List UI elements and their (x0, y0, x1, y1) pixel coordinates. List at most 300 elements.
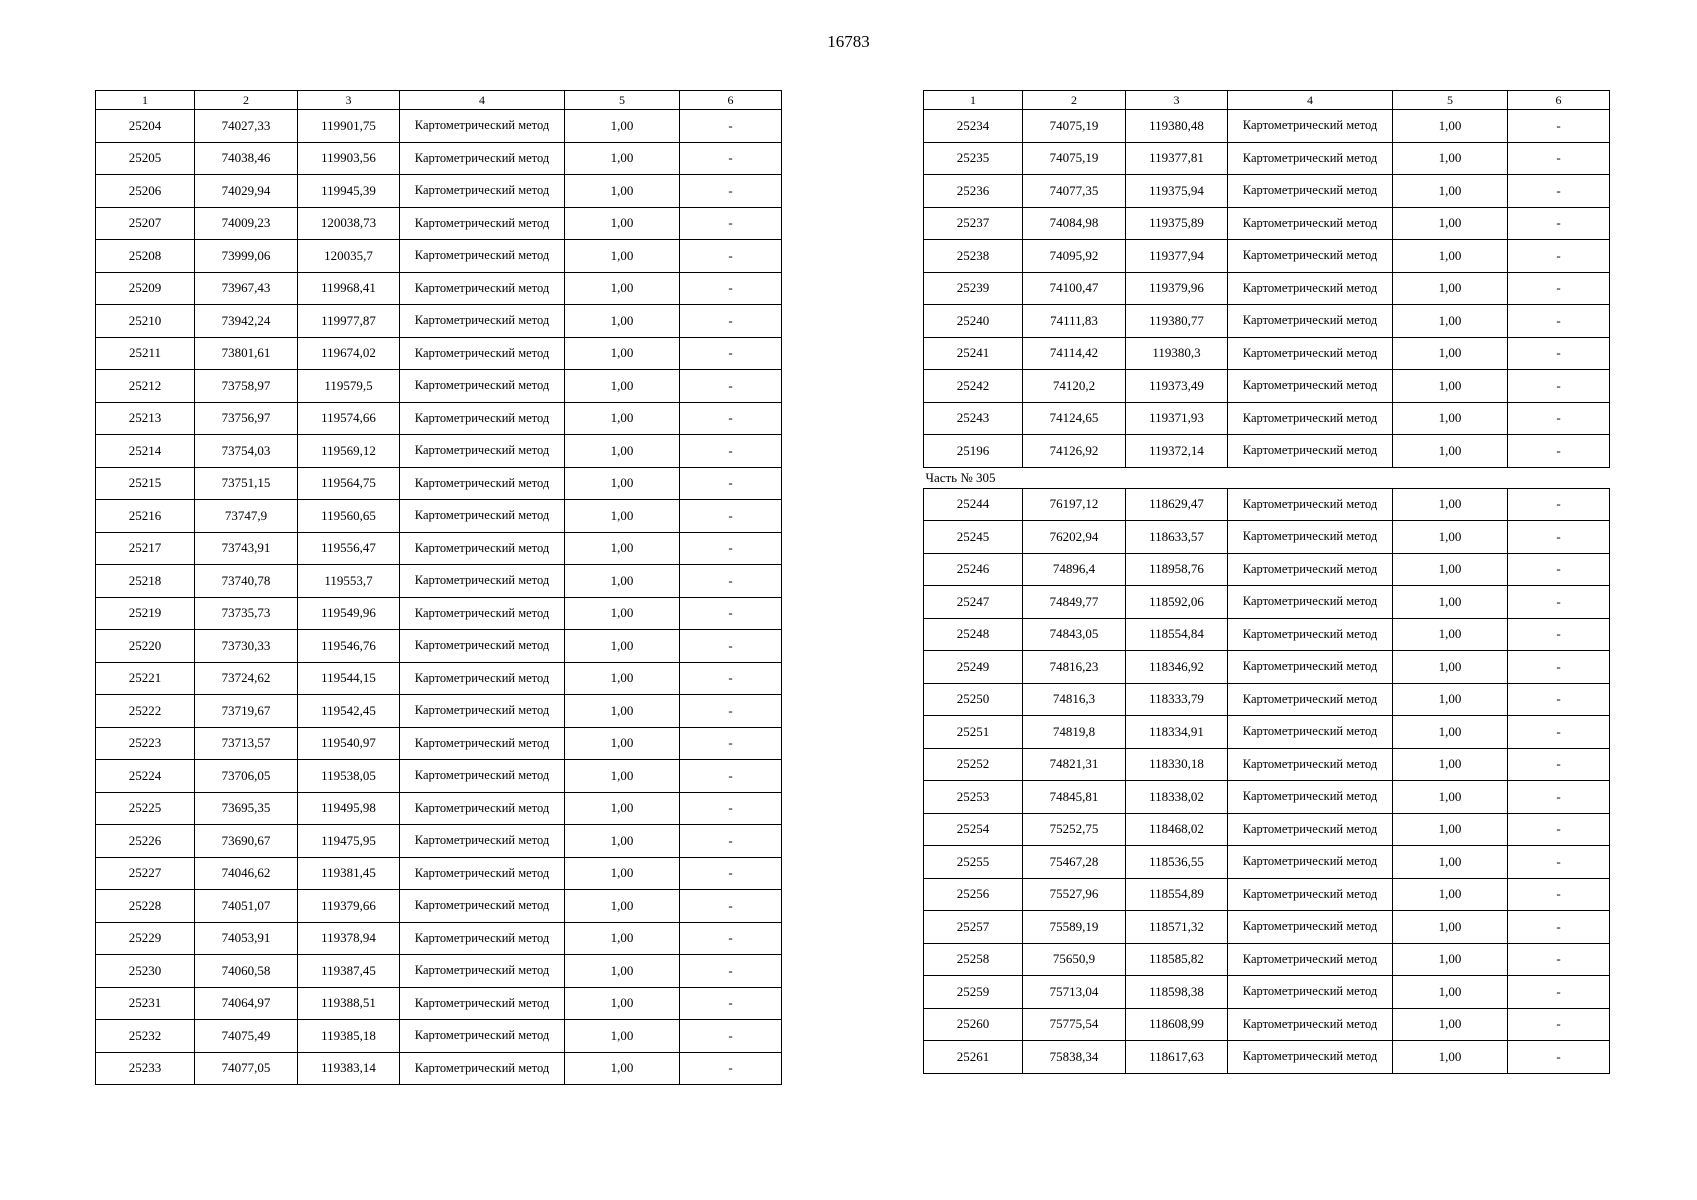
y-coordinate-cell: 118598,38 (1126, 976, 1228, 1009)
accuracy-cell: 1,00 (1393, 435, 1508, 468)
point-number-cell: 25238 (924, 240, 1023, 273)
y-coordinate-cell: 119375,89 (1126, 207, 1228, 240)
point-number-cell: 25232 (96, 1020, 195, 1053)
description-cell: - (680, 272, 782, 305)
description-cell: - (680, 1052, 782, 1085)
description-cell: - (680, 110, 782, 143)
point-number-cell: 25259 (924, 976, 1023, 1009)
description-cell: - (680, 597, 782, 630)
accuracy-cell: 1,00 (1393, 683, 1508, 716)
point-number-cell: 25241 (924, 337, 1023, 370)
method-cell: Картометрический метод (1228, 943, 1393, 976)
x-coordinate-cell: 74077,35 (1023, 175, 1126, 208)
x-coordinate-cell: 74075,19 (1023, 110, 1126, 143)
description-cell: - (680, 1020, 782, 1053)
method-cell: Картометрический метод (1228, 911, 1393, 944)
table-body (924, 488, 1610, 1073)
table-row (96, 825, 782, 858)
y-coordinate-cell: 119968,41 (298, 272, 400, 305)
accuracy-cell: 1,00 (1393, 272, 1508, 305)
table-row (924, 240, 1610, 273)
table-body (924, 110, 1610, 468)
description-cell: - (680, 175, 782, 208)
x-coordinate-cell: 76202,94 (1023, 521, 1126, 554)
method-cell: Картометрический метод (1228, 175, 1393, 208)
column-header: 5 (1393, 91, 1508, 110)
accuracy-cell: 1,00 (565, 565, 680, 598)
point-number-cell: 25250 (924, 683, 1023, 716)
y-coordinate-cell: 119569,12 (298, 435, 400, 468)
description-cell: - (680, 630, 782, 663)
description-cell: - (680, 532, 782, 565)
description-cell: - (1508, 651, 1610, 684)
y-coordinate-cell: 119379,96 (1126, 272, 1228, 305)
table-row (96, 402, 782, 435)
x-coordinate-cell: 74120,2 (1023, 370, 1126, 403)
point-number-cell: 25224 (96, 760, 195, 793)
method-cell: Картометрический метод (400, 175, 565, 208)
accuracy-cell: 1,00 (1393, 878, 1508, 911)
point-number-cell: 25258 (924, 943, 1023, 976)
accuracy-cell: 1,00 (1393, 305, 1508, 338)
table-row (924, 813, 1610, 846)
point-number-cell: 25231 (96, 987, 195, 1020)
point-number-cell: 25247 (924, 586, 1023, 619)
table-row (924, 272, 1610, 305)
y-coordinate-cell: 119564,75 (298, 467, 400, 500)
point-number-cell: 25243 (924, 402, 1023, 435)
section-row (924, 467, 1610, 488)
accuracy-cell: 1,00 (1393, 716, 1508, 749)
accuracy-cell: 1,00 (1393, 175, 1508, 208)
accuracy-cell: 1,00 (1393, 911, 1508, 944)
accuracy-cell: 1,00 (565, 955, 680, 988)
description-cell: - (680, 207, 782, 240)
description-cell: - (680, 792, 782, 825)
point-number-cell: 25212 (96, 370, 195, 403)
column-header: 6 (1508, 91, 1610, 110)
description-cell: - (1508, 813, 1610, 846)
description-cell: - (680, 500, 782, 533)
y-coordinate-cell: 118330,18 (1126, 748, 1228, 781)
point-number-cell: 25256 (924, 878, 1023, 911)
description-cell: - (1508, 142, 1610, 175)
method-cell: Картометрический метод (1228, 976, 1393, 1009)
accuracy-cell: 1,00 (565, 240, 680, 273)
point-number-cell: 25244 (924, 488, 1023, 521)
y-coordinate-cell: 120035,7 (298, 240, 400, 273)
table-row (96, 272, 782, 305)
table-row (924, 402, 1610, 435)
y-coordinate-cell: 118608,99 (1126, 1008, 1228, 1041)
table-row (924, 370, 1610, 403)
table-row (96, 630, 782, 663)
table-row (924, 337, 1610, 370)
y-coordinate-cell: 119381,45 (298, 857, 400, 890)
x-coordinate-cell: 73740,78 (195, 565, 298, 598)
table-row (924, 305, 1610, 338)
point-number-cell: 25255 (924, 846, 1023, 879)
y-coordinate-cell: 119388,51 (298, 987, 400, 1020)
point-number-cell: 25213 (96, 402, 195, 435)
method-cell: Картометрический метод (400, 532, 565, 565)
description-cell: - (1508, 370, 1610, 403)
method-cell: Картометрический метод (1228, 781, 1393, 814)
point-number-cell: 25228 (96, 890, 195, 923)
accuracy-cell: 1,00 (565, 1052, 680, 1085)
point-number-cell: 25226 (96, 825, 195, 858)
y-coordinate-cell: 119540,97 (298, 727, 400, 760)
method-cell: Картометрический метод (1228, 402, 1393, 435)
table-row (96, 142, 782, 175)
accuracy-cell: 1,00 (565, 142, 680, 175)
method-cell: Картометрический метод (1228, 586, 1393, 619)
table-row (924, 586, 1610, 619)
table-row (924, 781, 1610, 814)
description-cell: - (680, 435, 782, 468)
method-cell: Картометрический метод (1228, 846, 1393, 879)
column-header: 4 (400, 91, 565, 110)
x-coordinate-cell: 74046,62 (195, 857, 298, 890)
x-coordinate-cell: 74100,47 (1023, 272, 1126, 305)
x-coordinate-cell: 73695,35 (195, 792, 298, 825)
point-number-cell: 25246 (924, 553, 1023, 586)
description-cell: - (680, 337, 782, 370)
x-coordinate-cell: 73713,57 (195, 727, 298, 760)
accuracy-cell: 1,00 (565, 532, 680, 565)
method-cell: Картометрический метод (400, 630, 565, 663)
table-row (924, 911, 1610, 944)
description-cell: - (1508, 402, 1610, 435)
table-row (96, 695, 782, 728)
point-number-cell: 25235 (924, 142, 1023, 175)
x-coordinate-cell: 75838,34 (1023, 1041, 1126, 1074)
y-coordinate-cell: 119546,76 (298, 630, 400, 663)
x-coordinate-cell: 74095,92 (1023, 240, 1126, 273)
point-number-cell: 25242 (924, 370, 1023, 403)
method-cell: Картометрический метод (400, 825, 565, 858)
description-cell: - (1508, 175, 1610, 208)
x-coordinate-cell: 74111,83 (1023, 305, 1126, 338)
y-coordinate-cell: 118592,06 (1126, 586, 1228, 619)
y-coordinate-cell: 118346,92 (1126, 651, 1228, 684)
table-row (924, 976, 1610, 1009)
y-coordinate-cell: 118571,32 (1126, 911, 1228, 944)
method-cell: Картометрический метод (400, 305, 565, 338)
x-coordinate-cell: 74051,07 (195, 890, 298, 923)
method-cell: Картометрический метод (400, 110, 565, 143)
point-number-cell: 25252 (924, 748, 1023, 781)
description-cell: - (1508, 683, 1610, 716)
table-row (924, 521, 1610, 554)
point-number-cell: 25220 (96, 630, 195, 663)
method-cell: Картометрический метод (1228, 813, 1393, 846)
table-row (924, 748, 1610, 781)
method-cell: Картометрический метод (400, 760, 565, 793)
y-coordinate-cell: 119380,77 (1126, 305, 1228, 338)
description-cell: - (680, 955, 782, 988)
method-cell: Картометрический метод (400, 727, 565, 760)
accuracy-cell: 1,00 (565, 337, 680, 370)
point-number-cell: 25204 (96, 110, 195, 143)
method-cell: Картометрический метод (1228, 521, 1393, 554)
description-cell: - (680, 695, 782, 728)
x-coordinate-cell: 74126,92 (1023, 435, 1126, 468)
table-row (924, 846, 1610, 879)
x-coordinate-cell: 73743,91 (195, 532, 298, 565)
table-row (96, 240, 782, 273)
table-row (924, 683, 1610, 716)
y-coordinate-cell: 119371,93 (1126, 402, 1228, 435)
accuracy-cell: 1,00 (1393, 488, 1508, 521)
x-coordinate-cell: 73942,24 (195, 305, 298, 338)
accuracy-cell: 1,00 (1393, 651, 1508, 684)
table-row (924, 142, 1610, 175)
table-row (924, 618, 1610, 651)
description-cell: - (1508, 846, 1610, 879)
accuracy-cell: 1,00 (565, 857, 680, 890)
table-row (96, 175, 782, 208)
x-coordinate-cell: 73730,33 (195, 630, 298, 663)
y-coordinate-cell: 119380,48 (1126, 110, 1228, 143)
x-coordinate-cell: 74053,91 (195, 922, 298, 955)
description-cell: - (680, 662, 782, 695)
y-coordinate-cell: 119903,56 (298, 142, 400, 175)
x-coordinate-cell: 75713,04 (1023, 976, 1126, 1009)
description-cell: - (680, 857, 782, 890)
y-coordinate-cell: 118468,02 (1126, 813, 1228, 846)
y-coordinate-cell: 119385,18 (298, 1020, 400, 1053)
x-coordinate-cell: 75252,75 (1023, 813, 1126, 846)
x-coordinate-cell: 73747,9 (195, 500, 298, 533)
x-coordinate-cell: 75650,9 (1023, 943, 1126, 976)
coordinates-table-left (95, 90, 782, 1085)
method-cell: Картометрический метод (400, 337, 565, 370)
x-coordinate-cell: 74077,05 (195, 1052, 298, 1085)
accuracy-cell: 1,00 (1393, 846, 1508, 879)
point-number-cell: 25261 (924, 1041, 1023, 1074)
description-cell: - (680, 240, 782, 273)
accuracy-cell: 1,00 (565, 305, 680, 338)
accuracy-cell: 1,00 (1393, 1041, 1508, 1074)
y-coordinate-cell: 119380,3 (1126, 337, 1228, 370)
y-coordinate-cell: 119579,5 (298, 370, 400, 403)
accuracy-cell: 1,00 (1393, 142, 1508, 175)
accuracy-cell: 1,00 (565, 662, 680, 695)
accuracy-cell: 1,00 (565, 467, 680, 500)
x-coordinate-cell: 73751,15 (195, 467, 298, 500)
y-coordinate-cell: 119495,98 (298, 792, 400, 825)
y-coordinate-cell: 119977,87 (298, 305, 400, 338)
accuracy-cell: 1,00 (1393, 748, 1508, 781)
accuracy-cell: 1,00 (565, 402, 680, 435)
y-coordinate-cell: 118633,57 (1126, 521, 1228, 554)
x-coordinate-cell: 73758,97 (195, 370, 298, 403)
description-cell: - (1508, 878, 1610, 911)
description-cell: - (680, 370, 782, 403)
y-coordinate-cell: 118536,55 (1126, 846, 1228, 879)
description-cell: - (1508, 337, 1610, 370)
column-header: 6 (680, 91, 782, 110)
point-number-cell: 25206 (96, 175, 195, 208)
accuracy-cell: 1,00 (1393, 110, 1508, 143)
x-coordinate-cell: 75589,19 (1023, 911, 1126, 944)
point-number-cell: 25210 (96, 305, 195, 338)
point-number-cell: 25253 (924, 781, 1023, 814)
point-number-cell: 25248 (924, 618, 1023, 651)
method-cell: Картометрический метод (1228, 1008, 1393, 1041)
accuracy-cell: 1,00 (1393, 521, 1508, 554)
x-coordinate-cell: 74849,77 (1023, 586, 1126, 619)
point-number-cell: 25240 (924, 305, 1023, 338)
description-cell: - (680, 402, 782, 435)
accuracy-cell: 1,00 (1393, 240, 1508, 273)
point-number-cell: 25233 (96, 1052, 195, 1085)
description-cell: - (680, 305, 782, 338)
x-coordinate-cell: 74084,98 (1023, 207, 1126, 240)
accuracy-cell: 1,00 (1393, 207, 1508, 240)
coordinates-table-right (923, 90, 1610, 1074)
point-number-cell: 25205 (96, 142, 195, 175)
description-cell: - (1508, 521, 1610, 554)
description-cell: - (1508, 435, 1610, 468)
point-number-cell: 25234 (924, 110, 1023, 143)
point-number-cell: 25221 (96, 662, 195, 695)
method-cell: Картометрический метод (400, 662, 565, 695)
accuracy-cell: 1,00 (565, 272, 680, 305)
table-row (96, 305, 782, 338)
x-coordinate-cell: 74819,8 (1023, 716, 1126, 749)
accuracy-cell: 1,00 (1393, 976, 1508, 1009)
table-row (924, 110, 1610, 143)
table-row (96, 597, 782, 630)
point-number-cell: 25236 (924, 175, 1023, 208)
x-coordinate-cell: 74821,31 (1023, 748, 1126, 781)
accuracy-cell: 1,00 (565, 175, 680, 208)
table-row (924, 488, 1610, 521)
x-coordinate-cell: 73801,61 (195, 337, 298, 370)
accuracy-cell: 1,00 (1393, 813, 1508, 846)
table-row (924, 553, 1610, 586)
accuracy-cell: 1,00 (1393, 781, 1508, 814)
section-label: Часть № 305 (925, 469, 996, 485)
method-cell: Картометрический метод (400, 207, 565, 240)
table-row (96, 370, 782, 403)
column-header: 2 (195, 91, 298, 110)
table-row (96, 922, 782, 955)
x-coordinate-cell: 76197,12 (1023, 488, 1126, 521)
table-row (96, 435, 782, 468)
accuracy-cell: 1,00 (1393, 370, 1508, 403)
x-coordinate-cell: 74896,4 (1023, 553, 1126, 586)
header-row (924, 91, 1610, 110)
table-row (924, 435, 1610, 468)
method-cell: Картометрический метод (1228, 272, 1393, 305)
description-cell: - (1508, 748, 1610, 781)
method-cell: Картометрический метод (1228, 370, 1393, 403)
y-coordinate-cell: 119387,45 (298, 955, 400, 988)
method-cell: Картометрический метод (400, 142, 565, 175)
table-row (96, 532, 782, 565)
description-cell: - (1508, 110, 1610, 143)
method-cell: Картометрический метод (1228, 748, 1393, 781)
y-coordinate-cell: 119544,15 (298, 662, 400, 695)
x-coordinate-cell: 74843,05 (1023, 618, 1126, 651)
y-coordinate-cell: 118333,79 (1126, 683, 1228, 716)
x-coordinate-cell: 73719,67 (195, 695, 298, 728)
column-header: 2 (1023, 91, 1126, 110)
method-cell: Картометрический метод (400, 890, 565, 923)
x-coordinate-cell: 74075,19 (1023, 142, 1126, 175)
method-cell: Картометрический метод (400, 695, 565, 728)
x-coordinate-cell: 74029,94 (195, 175, 298, 208)
method-cell: Картометрический метод (1228, 110, 1393, 143)
point-number-cell: 25217 (96, 532, 195, 565)
point-number-cell: 25249 (924, 651, 1023, 684)
x-coordinate-cell: 74064,97 (195, 987, 298, 1020)
point-number-cell: 25215 (96, 467, 195, 500)
accuracy-cell: 1,00 (565, 727, 680, 760)
method-cell: Картометрический метод (1228, 651, 1393, 684)
point-number-cell: 25216 (96, 500, 195, 533)
accuracy-cell: 1,00 (565, 370, 680, 403)
method-cell: Картометрический метод (400, 987, 565, 1020)
point-number-cell: 25218 (96, 565, 195, 598)
accuracy-cell: 1,00 (565, 890, 680, 923)
y-coordinate-cell: 118554,84 (1126, 618, 1228, 651)
description-cell: - (1508, 781, 1610, 814)
method-cell: Картометрический метод (1228, 142, 1393, 175)
description-cell: - (1508, 716, 1610, 749)
x-coordinate-cell: 74816,23 (1023, 651, 1126, 684)
point-number-cell: 25251 (924, 716, 1023, 749)
method-cell: Картометрический метод (400, 857, 565, 890)
y-coordinate-cell: 118585,82 (1126, 943, 1228, 976)
point-number-cell: 25225 (96, 792, 195, 825)
table-row (96, 760, 782, 793)
y-coordinate-cell: 119556,47 (298, 532, 400, 565)
accuracy-cell: 1,00 (1393, 586, 1508, 619)
point-number-cell: 25209 (96, 272, 195, 305)
description-cell: - (1508, 911, 1610, 944)
y-coordinate-cell: 119475,95 (298, 825, 400, 858)
point-number-cell: 25257 (924, 911, 1023, 944)
method-cell: Картометрический метод (1228, 488, 1393, 521)
point-number-cell: 25223 (96, 727, 195, 760)
description-cell: - (680, 760, 782, 793)
method-cell: Картометрический метод (400, 1020, 565, 1053)
y-coordinate-cell: 118334,91 (1126, 716, 1228, 749)
table-row (924, 878, 1610, 911)
accuracy-cell: 1,00 (565, 435, 680, 468)
method-cell: Картометрический метод (1228, 618, 1393, 651)
method-cell: Картометрический метод (400, 597, 565, 630)
point-number-cell: 25207 (96, 207, 195, 240)
table-row (96, 727, 782, 760)
point-number-cell: 25214 (96, 435, 195, 468)
y-coordinate-cell: 118617,63 (1126, 1041, 1228, 1074)
x-coordinate-cell: 73690,67 (195, 825, 298, 858)
accuracy-cell: 1,00 (565, 207, 680, 240)
y-coordinate-cell: 119377,81 (1126, 142, 1228, 175)
method-cell: Картометрический метод (1228, 240, 1393, 273)
y-coordinate-cell: 119574,66 (298, 402, 400, 435)
method-cell: Картометрический метод (400, 500, 565, 533)
table-row (924, 1008, 1610, 1041)
x-coordinate-cell: 73999,06 (195, 240, 298, 273)
y-coordinate-cell: 118338,02 (1126, 781, 1228, 814)
y-coordinate-cell: 118554,89 (1126, 878, 1228, 911)
